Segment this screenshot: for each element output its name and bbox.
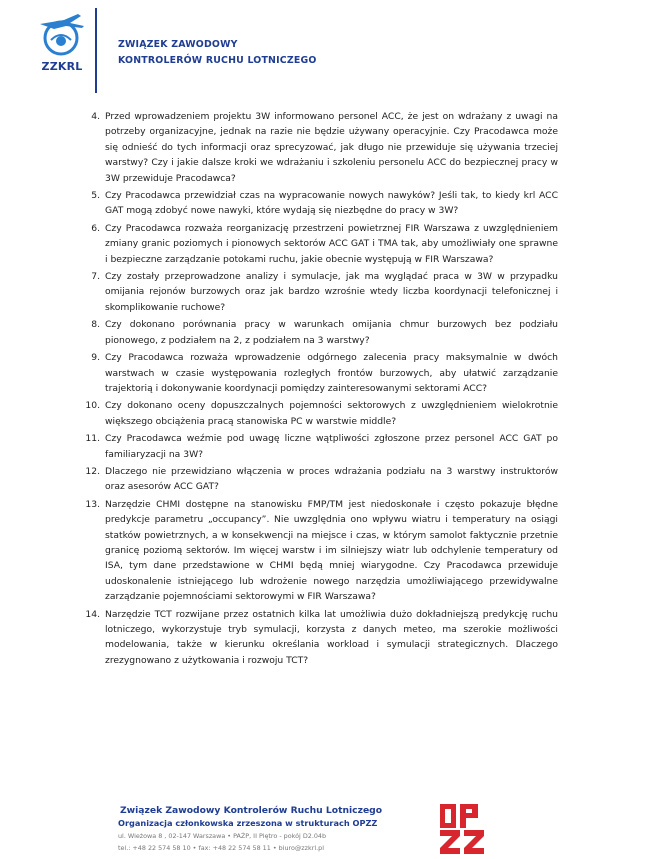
zzkrl-logo <box>34 10 90 82</box>
question-number: 10. <box>85 400 100 412</box>
footer-membership: Organizacja członkowska zrzeszona w strukturach OPZZ <box>118 818 378 828</box>
footer-organization-name: Związek Zawodowy Kontrolerów Ruchu Lotniczego <box>120 805 383 816</box>
logo-text: ZZKRL <box>41 60 83 73</box>
question-number: 12. <box>85 465 100 477</box>
question-number: 5. <box>91 190 100 202</box>
organization-title <box>118 37 317 69</box>
letter-footer <box>0 800 650 859</box>
question-text: Czy Pracodawca weźmie pod uwagę liczne wątpliwości zgłoszone przez personel ACC GAT po familiaryzacji na 3W? <box>105 433 558 460</box>
question-text: Czy Pracodawca przewidział czas na wypracowanie nowych nawyków? Jeśli tak, to kiedy krl ACC GAT mogą zdobyć nowe nawyki, które wydają się niezbędne do pracy w 3W? <box>105 190 558 217</box>
question-item <box>85 464 558 495</box>
question-item <box>88 317 558 348</box>
question-number: 9. <box>91 352 100 364</box>
footer-address: ul. Wieżowa 8 , 02-147 Warszawa • PAŻP, II Piętro - pokój D2.04b <box>118 832 327 840</box>
question-text: Czy Pracodawca rozważa reorganizację przestrzeni powietrznej FIR Warszawa z uwzględnieniem zmiany granic poziomych i pionowych sektorów ACC GAT i TMA tak, aby umożliwiały one sprawne i bezpieczne zarządzanie potokami ruchu, jakie obecnie występują w FIR Warszawa? <box>105 222 558 265</box>
question-item <box>85 497 558 605</box>
question-number: 4. <box>91 111 100 122</box>
question-text: Czy dokonano porównania pracy w warunkach omijania chmur burzowych bez podziału pionowego, z podziałem na 2, z podziałem na 3 warstwy? <box>105 319 558 346</box>
question-text: Przed wprowadzeniem projektu 3W informowano personel ACC, że jest on wdrażany z uwagi na potrzeby organizacyjne, jednak na razie nie będzie używany operacyjnie. Czy Pracodawca może się odnieść do tych informacji oraz sprecyzować, jak długo nie przewiduje się używania trzeciej warstwy? Czy i jakie dalsze kroki we wdrażaniu i szkoleniu personelu ACC do bezpiecznej pracy w 3W przewiduje Pracodawca? <box>105 111 558 184</box>
question-text: Czy Pracodawca rozważa wprowadzenie odgórnego zalecenia pracy maksymalnie w dwóch warstwach w czasie występowania rozległych frontów burzowych, aby ułatwić zarządzanie trajektorią i dokonywanie koordynacji pomiędzy zainteresowanymi sektorami ACC? <box>105 352 558 394</box>
opzz-logo <box>436 800 528 856</box>
question-item <box>88 269 558 315</box>
question-item <box>85 607 558 669</box>
question-text: Dlaczego nie przewidziano włączenia w proces wdrażania podziału na 3 warstwy instruktorów oraz asesorów ACC GAT? <box>105 465 558 493</box>
header-divider <box>95 8 97 93</box>
question-item <box>88 109 558 186</box>
question-number: 11. <box>85 433 100 445</box>
question-text: Czy zostały przeprowadzone analizy i symulacje, jak ma wyglądać praca w 3W w przypadku omijania rejonów burzowych oraz jak bardzo wzrośnie wtedy liczba koordynacji telefonicznej i skomplikowanie ruchowe? <box>105 271 558 313</box>
airplane-globe-icon <box>34 10 90 60</box>
question-item <box>88 350 558 396</box>
question-item <box>85 398 558 429</box>
letterhead <box>0 0 650 100</box>
question-number: 8. <box>91 319 100 331</box>
question-text: Czy dokonano oceny dopuszczalnych pojemności sektorowych z uwzględnieniem wielokrotnie większego obciążenia pracą stanowiska PC w warstwie middle? <box>105 400 558 427</box>
question-text: Narzędzie TCT rozwijane przez ostatnich kilka lat umożliwia dużo dokładniejszą predykcję ruchu lotniczego, wykorzystuje tryb symulacji, korzysta z danych meteo, ma szerokie możliwości modelowania, także w kierunku określania workload i symulacji strategicznych. Dlaczego zrezygnowano z użytkowania i rozwoju TCT? <box>105 608 558 666</box>
question-item <box>88 188 558 219</box>
question-number: 14. <box>85 608 100 620</box>
footer-contact: tel.: +48 22 574 58 10 • fax: +48 22 574 58 11 • biuro@zzkrl.pl <box>118 844 324 852</box>
question-number: 13. <box>85 498 100 510</box>
questions-section <box>85 109 558 670</box>
organization-title-line-2: KONTROLERÓW RUCHU LOTNICZEGO <box>118 55 317 66</box>
question-text: Narzędzie CHMI dostępne na stanowisku FMP/TM jest niedoskonałe i często pokazuje błędne predykcje parametru „occupancy”. Nie uwzględnia ono wpływu wiatru i temperatury na osiągi statków powietrznych, a w konsekwencji na miejsce i czas, w którym samolot faktycznie przetnie granicę poziomą sektorów. Im więcej warstw i im silniejszy wiatr lub odchylenie temperatury od ISA, tym dane przedstawione w CHMI będą mniej wiarygodne. Czy Pracodawca przewiduje udoskonalenie istniejącego lub wdrożenie nowego narzędzia umożliwiającego przewidywalne zarządzanie pojemnościami sektorowymi w FIR Warszawa? <box>105 498 558 603</box>
question-item <box>85 431 558 462</box>
question-item <box>88 221 558 267</box>
organization-title-line-1: ZWIĄZEK ZAWODOWY <box>118 39 238 50</box>
question-number: 6. <box>91 222 100 234</box>
question-number: 7. <box>91 271 100 283</box>
questions-list <box>85 109 558 668</box>
